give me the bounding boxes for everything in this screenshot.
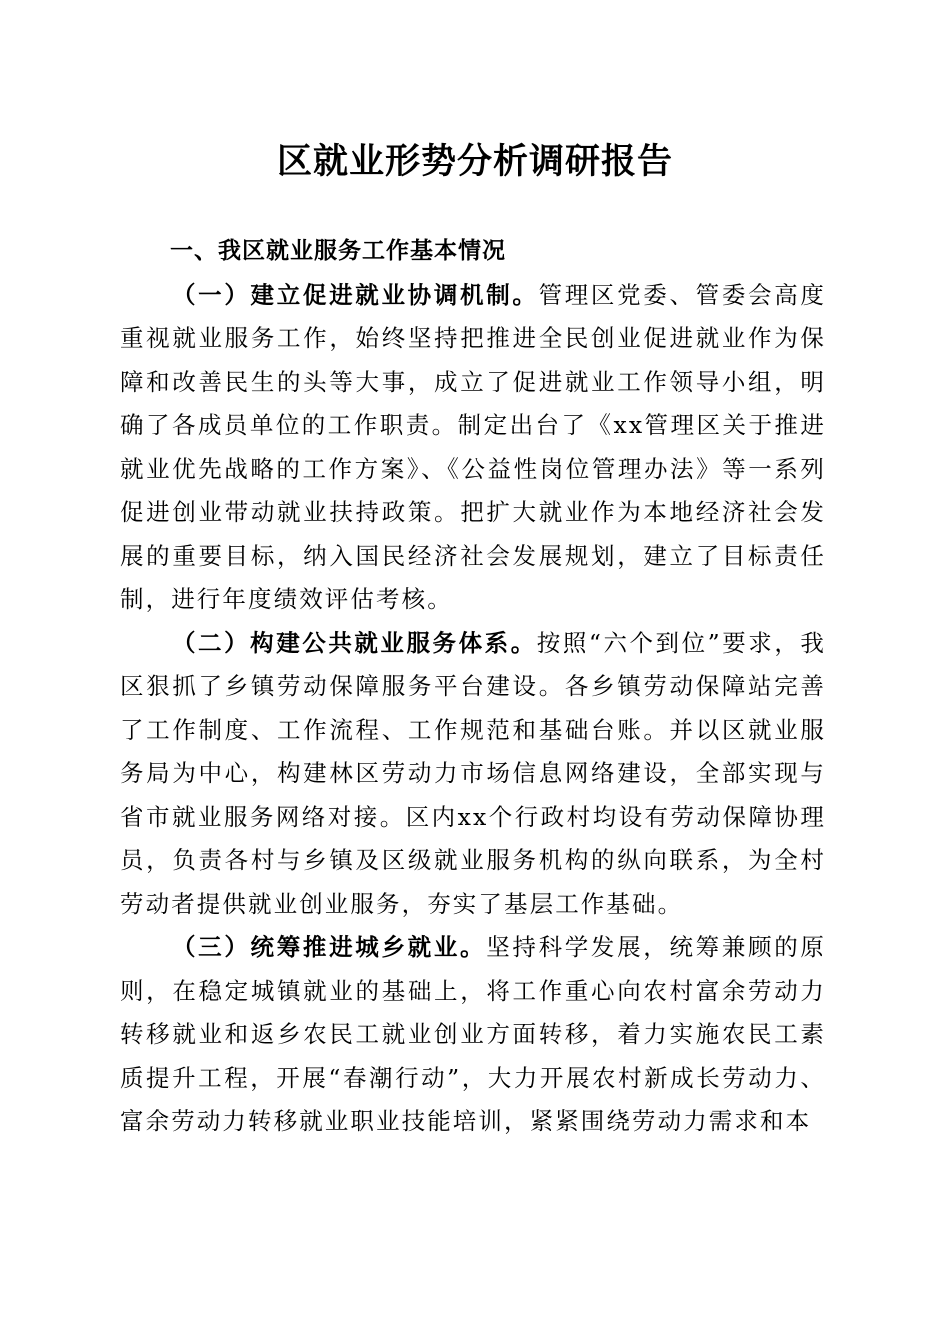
paragraph-3-text: 坚持科学发展，统筹兼顾的原则，在稳定城镇就业的基础上，将工作重心向农村富余劳动力转移就业和返乡农民工就业创业方面转移，着力实施农民工素质提升工程，开展“春潮行动”，大力开展农村新成长劳动力、富余劳动力转移就业职业技能培训，紧紧围绕劳动力需求和本 — [120, 933, 826, 1135]
paragraph-3 — [120, 926, 826, 1144]
document-body — [120, 230, 826, 1144]
paragraph-3-lead: （三）统筹推进城乡就业。 — [172, 933, 487, 961]
paragraph-1 — [120, 274, 826, 622]
paragraph-2 — [120, 622, 826, 927]
paragraph-1-lead: （一）建立促进就业协调机制。 — [172, 280, 539, 309]
document-title: 区就业形势分析调研报告 — [276, 141, 673, 182]
paragraph-2-lead: （二）构建公共就业服务体系。 — [172, 628, 537, 657]
paragraph-1-text: 管理区党委、管委会高度重视就业服务工作，始终坚持把推进全民创业促进就业作为保障和改善民生的头等大事，成立了促进就业工作领导小组，明确了各成员单位的工作职责。制定出台了《xx管理区关于推进就业优先战略的工作方案》、《公益性岗位管理办法》等一系列促进创业带动就业扶持政策。把扩大就业作为本地经济社会发展的重要目标，纳入国民经济社会发展规划，建立了目标责任制，进行年度绩效评估考核。 — [120, 280, 826, 613]
section-heading-1: 一、我区就业服务工作基本情况 — [170, 238, 506, 264]
paragraph-2-text: 按照“六个到位”要求，我区狠抓了乡镇劳动保障服务平台建设。各乡镇劳动保障站完善了工作制度、工作流程、工作规范和基础台账。并以区就业服务局为中心，构建林区劳动力市场信息网络建设，全部实现与省市就业服务网络对接。区内xx个行政村均设有劳动保障协理员，负责各村与乡镇及区级就业服务机构的纵向联系，为全村劳动者提供就业创业服务，夯实了基层工作基础。 — [120, 628, 826, 918]
